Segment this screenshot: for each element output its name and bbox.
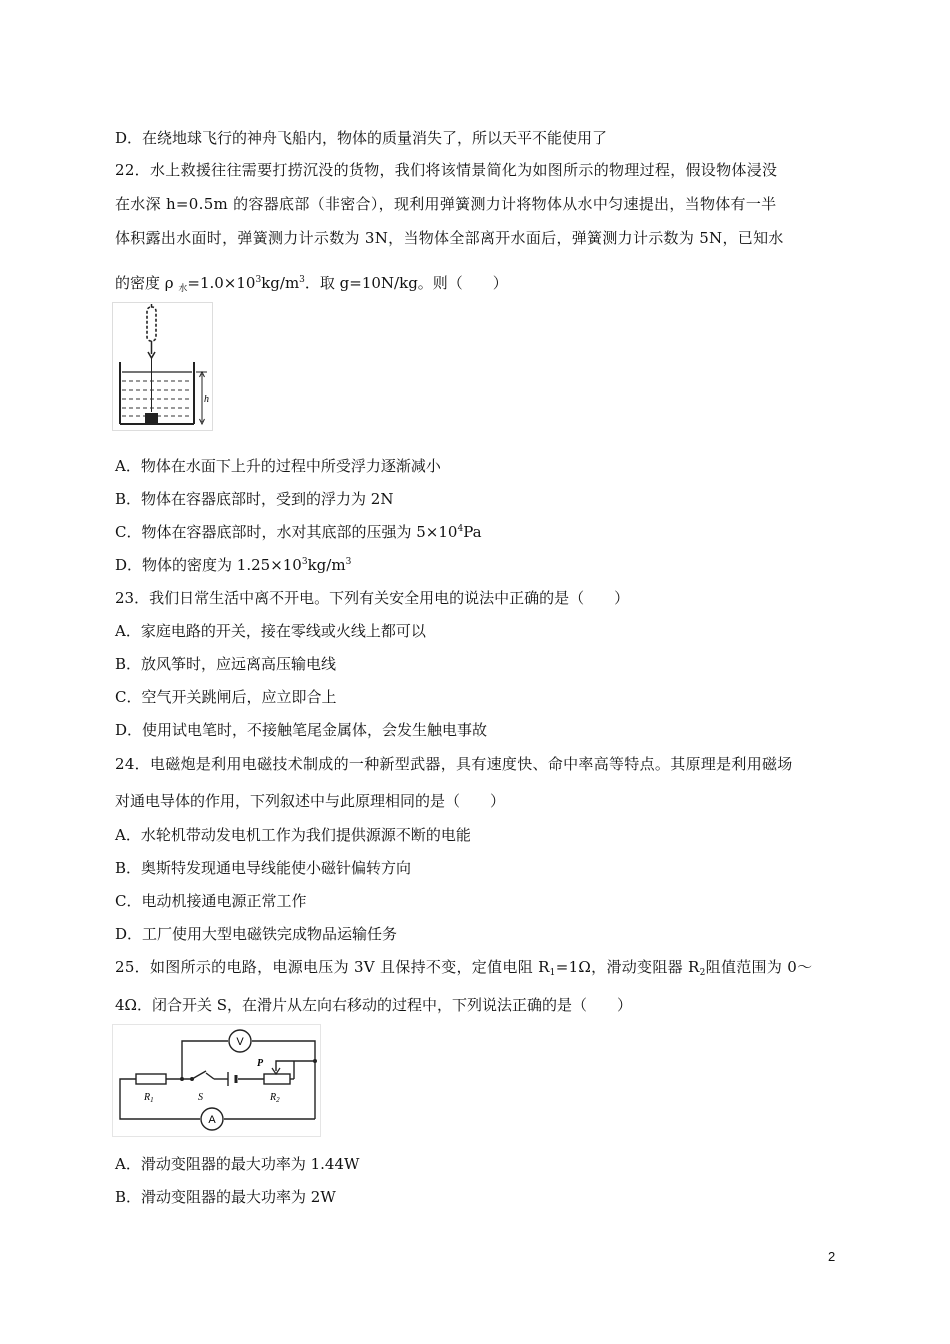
voltmeter-label: V bbox=[236, 1036, 244, 1048]
q23-option-a: A．家庭电路的开关，接在零线或火线上都可以 bbox=[115, 622, 426, 640]
q23-option-c: C．空气开关跳闸后，应立即合上 bbox=[115, 688, 337, 706]
q22-option-c: C．物体在容器底部时，水对其底部的压强为 $5\times 10^4Pa$ bbox=[115, 523, 482, 541]
q22-text-line3: 体积露出水面时，弹簧测力计示数为 3N，当物体全部离开水面后，弹簧测力计示数为 5N，已知水 bbox=[115, 229, 784, 247]
r1-label: $R_1$ bbox=[144, 1092, 154, 1104]
slider-label: P bbox=[257, 1058, 264, 1069]
r2-label: $R_2$ bbox=[270, 1092, 280, 1104]
q24-option-b: B．奥斯特发现通电导线能使小磁针偏转方向 bbox=[115, 859, 412, 877]
q22-text-line2: 在水深 h=0.5m 的容器底部（非密合），现利用弹簧测力计将物体从水中匀速提出，当物体有一半 bbox=[115, 195, 777, 213]
q22-text-line1: 22．水上救援往往需要打捞沉没的货物，我们将该情景简化为如图所示的物理过程，假设物体浸没 bbox=[115, 161, 778, 179]
q25-option-a: A．滑动变阻器的最大功率为 1.44W bbox=[115, 1155, 360, 1173]
q24-text-line1: 24．电磁炮是利用电磁技术制成的一种新型武器，具有速度快、命中率高等特点。其原理是利用磁场 bbox=[115, 755, 793, 773]
q24-option-a: A．水轮机带动发电机工作为我们提供源源不断的电能 bbox=[115, 826, 471, 844]
q24-text-line2: 对通电导体的作用，下列叙述中与此原理相同的是（ ） bbox=[115, 792, 506, 810]
q24-option-d: D．工厂使用大型电磁铁完成物品运输任务 bbox=[115, 925, 398, 943]
q23-text: 23．我们日常生活中离不开电。下列有关安全用电的说法中正确的是（ ） bbox=[115, 589, 630, 607]
q22-figure bbox=[112, 302, 214, 432]
q22-option-b: B．物体在容器底部时，受到的浮力为 2N bbox=[115, 490, 394, 508]
q25-text-line1: 25．如图所示的电路，电源电压为 3V 且保持不变，定值电阻 $R_1=1\Omega$，滑动变阻器 $R_2$阻值范围为 0～ bbox=[115, 958, 813, 978]
h-label: h bbox=[204, 394, 209, 405]
ammeter-label: A bbox=[208, 1114, 216, 1126]
q24-option-c: C．电动机接通电源正常工作 bbox=[115, 892, 307, 910]
depth-marker bbox=[196, 372, 209, 424]
q22-option-d: D．物体的密度为 $1.25\times 10^3kg/m^3$ bbox=[115, 556, 352, 574]
page-number: 2 bbox=[828, 1249, 836, 1264]
q22-text-line4: 的密度 ρ $_水=1.0\times 10^3kg/m^3$．取 g=10N/kg。则（ ） bbox=[115, 274, 508, 294]
spring-scale-icon bbox=[147, 304, 156, 412]
switch-label: S bbox=[198, 1092, 203, 1103]
container-icon bbox=[120, 362, 194, 424]
q21-option-d: D．在绕地球飞行的神舟飞船内，物体的质量消失了，所以天平不能使用了 bbox=[115, 129, 608, 147]
q23-option-d: D．使用试电笔时，不接触笔尾金属体，会发生触电事故 bbox=[115, 721, 488, 739]
q22-option-a: A．物体在水面下上升的过程中所受浮力逐渐减小 bbox=[115, 457, 441, 475]
q25-option-b: B．滑动变阻器的最大功率为 2W bbox=[115, 1188, 336, 1206]
q23-option-b: B．放风筝时，应远离高压输电线 bbox=[115, 655, 337, 673]
q25-circuit-figure bbox=[112, 1024, 322, 1138]
q25-text-line2: 4Ω．闭合开关 S，在滑片从左向右移动的过程中，下列说法正确的是（ ） bbox=[115, 996, 633, 1014]
